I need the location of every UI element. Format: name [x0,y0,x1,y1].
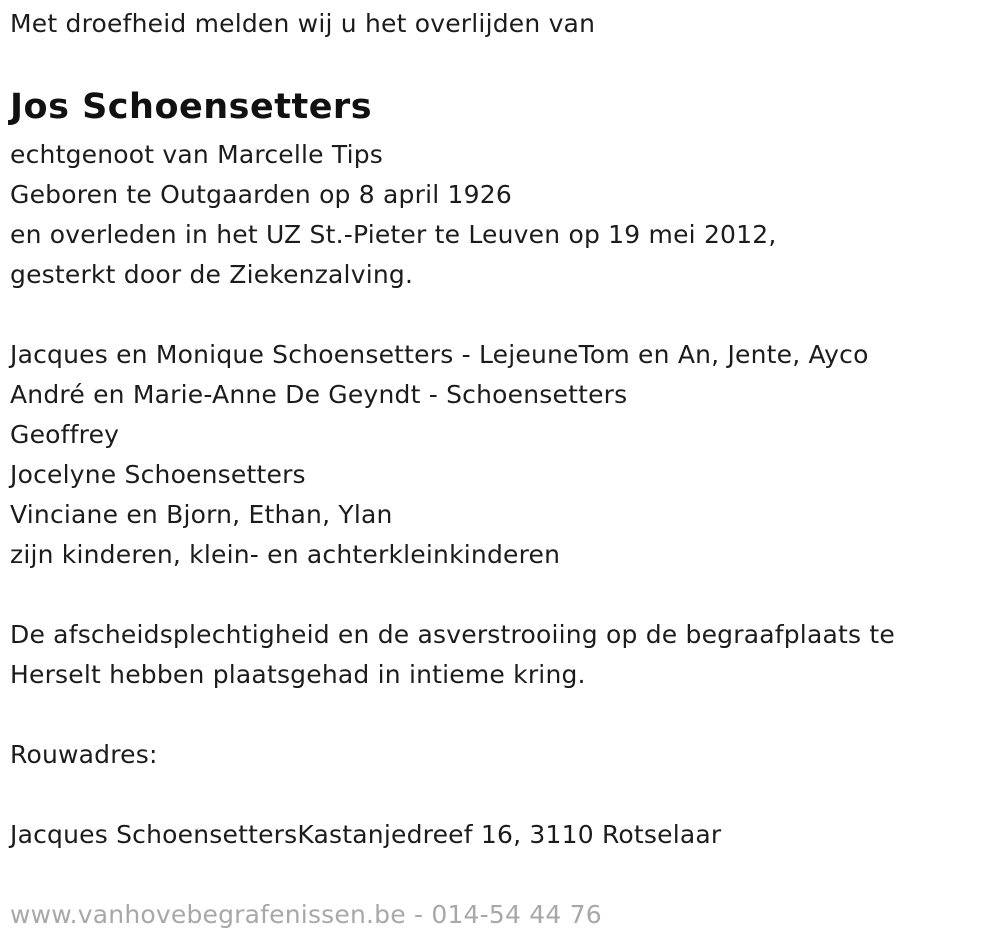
family-block [10,335,990,575]
funeral-home-footer: www.vanhovebegrafenissen.be - 014-54 44 76 [10,900,602,929]
death-line: en overleden in het UZ St.-Pieter te Leuven op 19 mei 2012, [10,220,777,249]
address-label: Rouwadres: [10,740,158,769]
details-block [10,135,990,295]
family-line: Jocelyne Schoensetters [10,460,306,489]
family-line: Vinciane en Bjorn, Ethan, Ylan [10,500,393,529]
family-line: André en Marie-Anne De Geyndt - Schoensetters [10,380,628,409]
mourning-address: Jacques SchoensettersKastanjedreef 16, 3110 Rotselaar [10,820,722,849]
ceremony-line: Herselt hebben plaatsgehad in intieme kring. [10,660,586,689]
intro-text: Met droefheid melden wij u het overlijden van [10,9,596,38]
obituary-notice [10,0,990,935]
spouse-line: echtgenoot van Marcelle Tips [10,140,384,169]
family-line: Geoffrey [10,420,120,449]
sacrament-line: gesterkt door de Ziekenzalving. [10,260,414,289]
ceremony-line: De afscheidsplechtigheid en de asverstrooiing op de begraafplaats te [10,620,895,649]
deceased-name: Jos Schoensetters [10,87,373,127]
birth-line: Geboren te Outgaarden op 8 april 1926 [10,180,512,209]
ceremony-block [10,615,990,695]
family-line: Jacques en Monique Schoensetters - LejeuneTom en An, Jente, Ayco [10,340,869,369]
family-line: zijn kinderen, klein- en achterkleinkinderen [10,540,561,569]
